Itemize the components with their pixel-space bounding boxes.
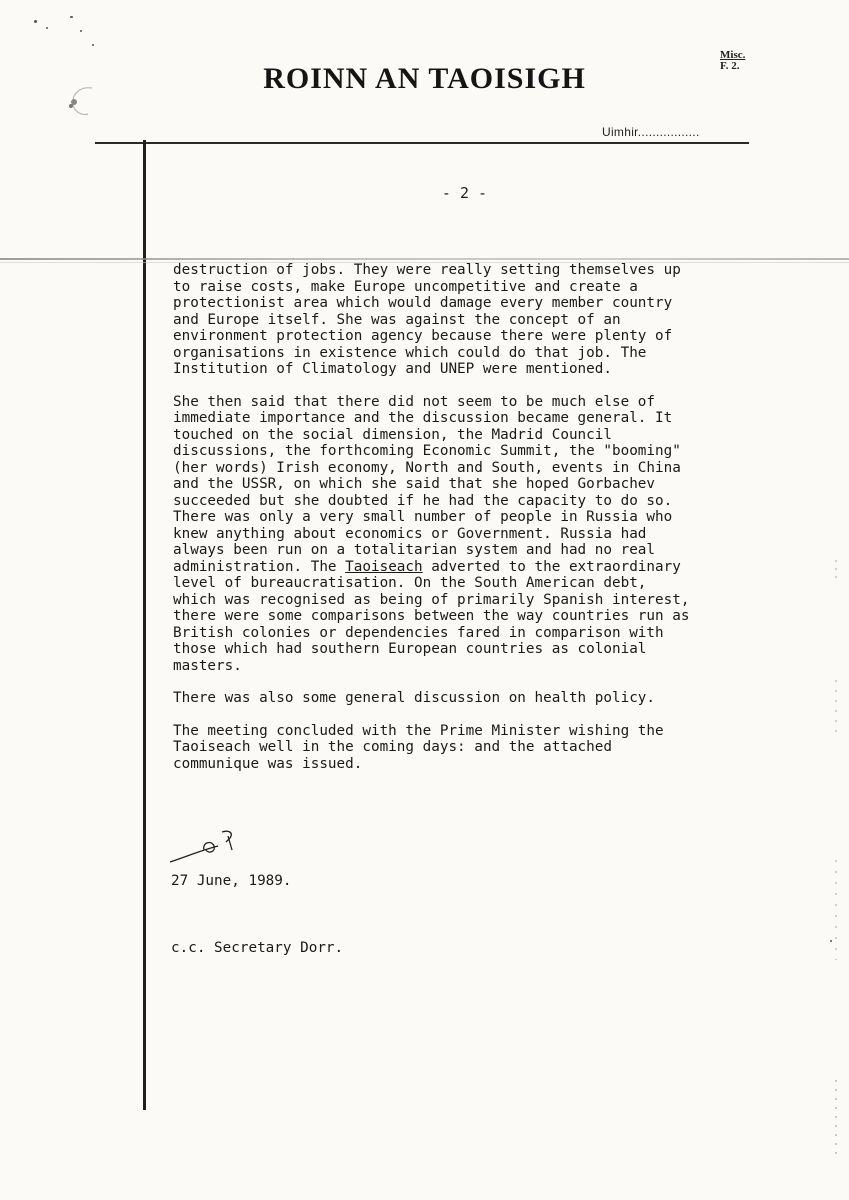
paragraph-2-text-a: She then said that there did not seem to be much else of immediate importance and the discussion became general. It touched on the social dimension, the Madrid Council discussions, the forthcoming Economic Summit, the "booming" (her words) Irish economy, North and South, events in China and the USSR, on which she said that she hoped Gorbachev succeeded but she doubted if he had the capacity to do so. There was only a very small number of people in Russia who knew anything about economics or Government. Russia had always been run on a totalitarian system and had no real administration. The [173,393,681,575]
margin-rule [143,140,146,1110]
paragraph-2-text-b: adverted to the extraordinary level of bureaucratisation. On the South American debt, which was recognised as being of primarily Spanish interest, there were some comparisons between the way countries run as British colonies or dependencies fared in comparison with those which had southern European countries as colonial masters. [173,558,690,674]
reference-number-field: Uimhir................. [602,125,700,139]
signature-icon [168,828,268,866]
department-title: ROINN AN TAOISIGH [263,62,586,95]
paragraph-health-policy: There was also some general discussion on health policy. [173,690,656,706]
letter-body [173,262,773,788]
carbon-copy-line: c.c. Secretary Dorr. [171,940,344,956]
underlined-taoiseach: Taoiseach [345,558,423,575]
scan-edge-marks [833,560,839,1180]
page-number: - 2 - [441,184,488,202]
form-reference [720,50,745,72]
form-ref-number: F. 2. [720,60,740,72]
form-ref-misc: Misc. [720,49,746,61]
paragraph-environment: destruction of jobs. They were really setting themselves up to raise costs, make Europe uncompetitive and create a protectionist area which would damage every member country and Europe itself. She was against the concept of an environment protection agency because there were plenty of organisations in existence which could do that job. The Institution of Climatology and UNEP were mentioned. [173,262,681,377]
paragraph-conclusion: The meeting concluded with the Prime Minister wishing the Taoiseach well in the coming days: and the attached communique was issued. [173,722,664,772]
fold-line [0,258,849,260]
letter-date: 27 June, 1989. [171,873,292,889]
header-rule [95,142,749,144]
paragraph-general-discussion [173,394,773,675]
